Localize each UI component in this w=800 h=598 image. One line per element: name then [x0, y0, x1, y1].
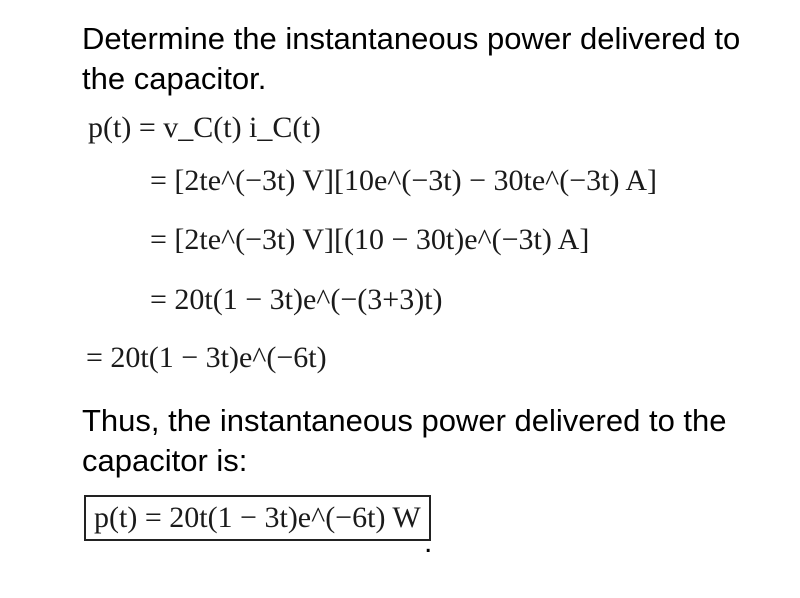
equation-line-3: = [2te^(−3t) V][(10 − 30t)e^(−3t) A] — [150, 223, 590, 256]
conclusion-text: Thus, the instantaneous power delivered to the capacitor is: — [82, 403, 727, 478]
trailing-period: . — [424, 526, 433, 559]
equation-line-5: = 20t(1 − 3t)e^(−6t) — [86, 341, 327, 374]
equation-line-1: p(t) = v_C(t) i_C(t) — [88, 111, 321, 144]
equation-line-4: = 20t(1 − 3t)e^(−(3+3)t) — [150, 283, 443, 316]
equation-line-2: = [2te^(−3t) V][10e^(−3t) − 30te^(−3t) A] — [150, 164, 657, 197]
answer-box: p(t) = 20t(1 − 3t)e^(−6t) W — [84, 495, 431, 541]
intro-text: Determine the instantaneous power delivered to the capacitor. — [82, 21, 741, 96]
